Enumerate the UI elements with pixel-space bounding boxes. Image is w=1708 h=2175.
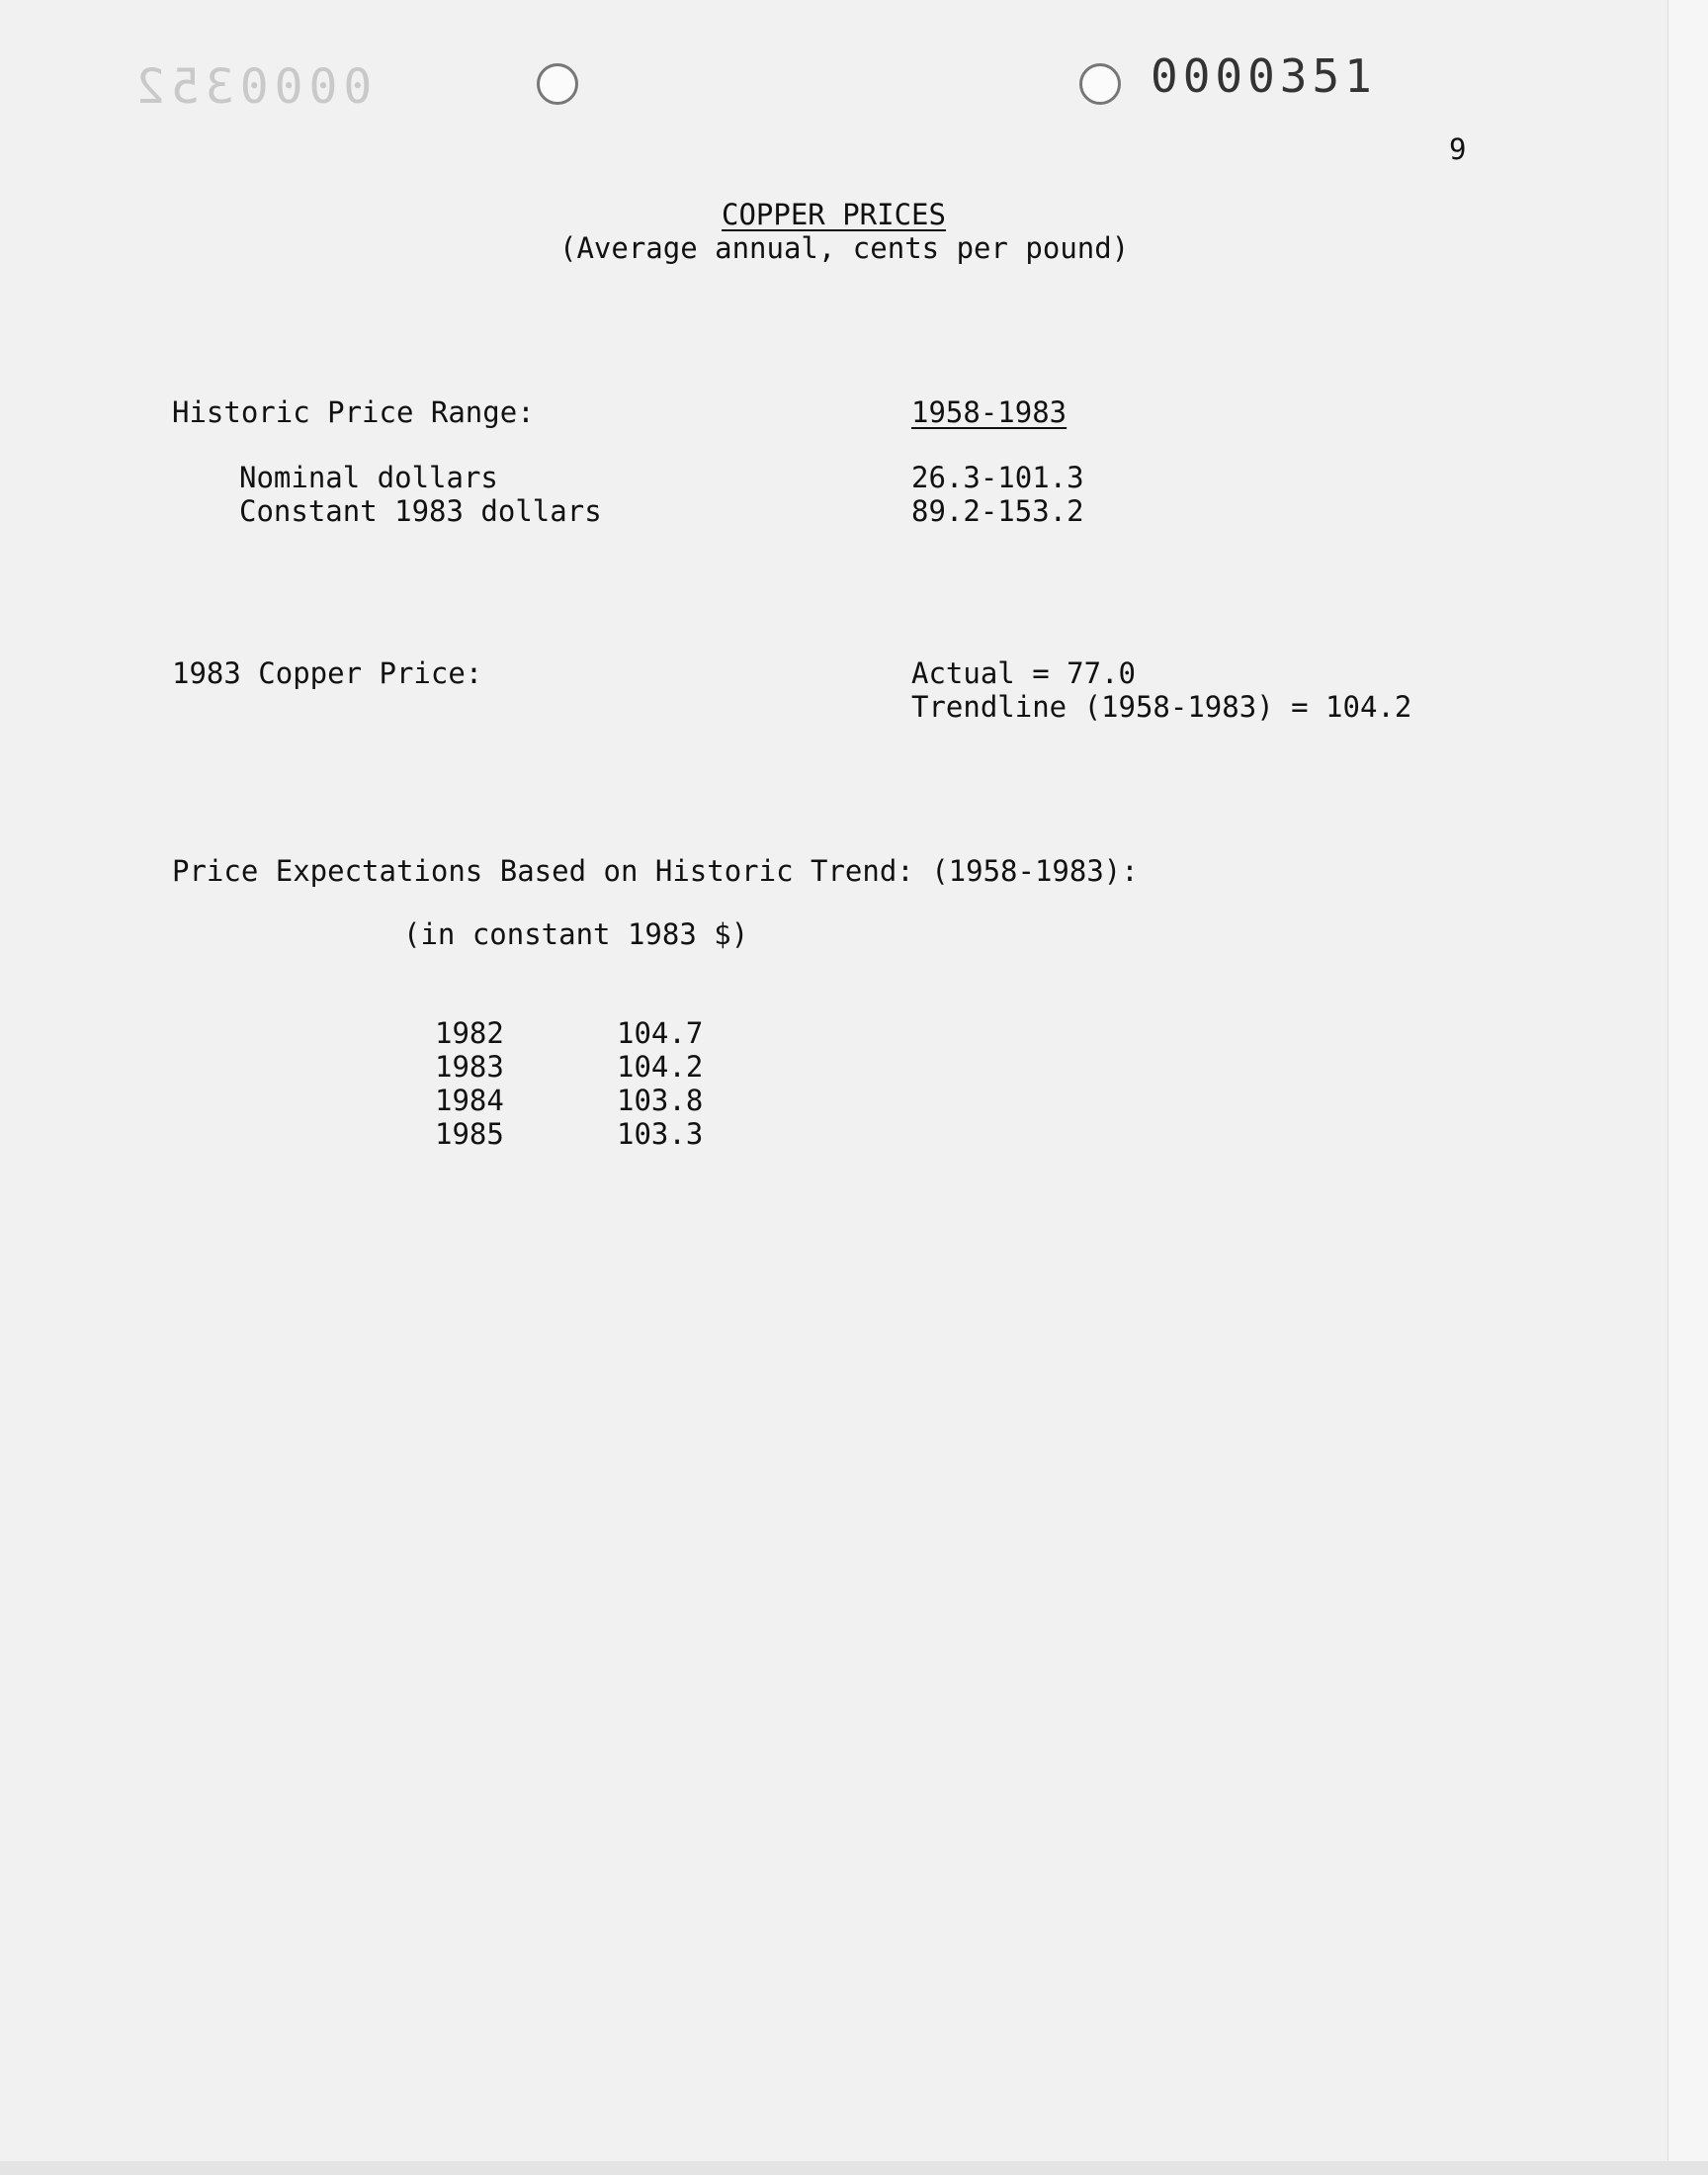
expectations-label: Price Expectations Based on Historic Trend: (1958-1983): <box>172 854 1139 888</box>
price-cell: 103.8 <box>617 1084 704 1117</box>
price-cell: 104.7 <box>617 1016 704 1050</box>
year-cell: 1983 <box>435 1050 504 1084</box>
historic-range-label: Historic Price Range: <box>172 395 535 429</box>
trendline-price: Trendline (1958-1983) = 104.2 <box>911 690 1412 724</box>
price-cell: 104.2 <box>617 1050 704 1084</box>
expectations-unit-note: (in constant 1983 $) <box>403 917 749 951</box>
nominal-dollars-value: 26.3-101.3 <box>911 461 1084 494</box>
punch-hole-right <box>1079 63 1121 105</box>
page-edge <box>1667 0 1708 2175</box>
page-title: COPPER PRICES <box>722 198 946 231</box>
bates-stamp: 0000351 <box>1151 49 1377 103</box>
constant-dollars-value: 89.2-153.2 <box>911 494 1084 528</box>
page-number: 9 <box>1449 132 1467 166</box>
year-cell: 1982 <box>435 1016 504 1050</box>
year-cell: 1984 <box>435 1084 504 1117</box>
nominal-dollars-label: Nominal dollars <box>239 461 498 494</box>
page-bottom-edge <box>0 2161 1708 2175</box>
constant-dollars-label: Constant 1983 dollars <box>239 494 602 528</box>
bleed-through-stamp: 0000352 <box>130 59 373 115</box>
price-cell: 103.3 <box>617 1117 704 1151</box>
punch-hole-left <box>537 63 578 105</box>
year-cell: 1985 <box>435 1117 504 1151</box>
historic-period-header: 1958-1983 <box>911 395 1068 429</box>
page-subtitle: (Average annual, cents per pound) <box>559 231 1130 265</box>
actual-price: Actual = 77.0 <box>911 656 1136 690</box>
copper-1983-label: 1983 Copper Price: <box>172 656 483 690</box>
